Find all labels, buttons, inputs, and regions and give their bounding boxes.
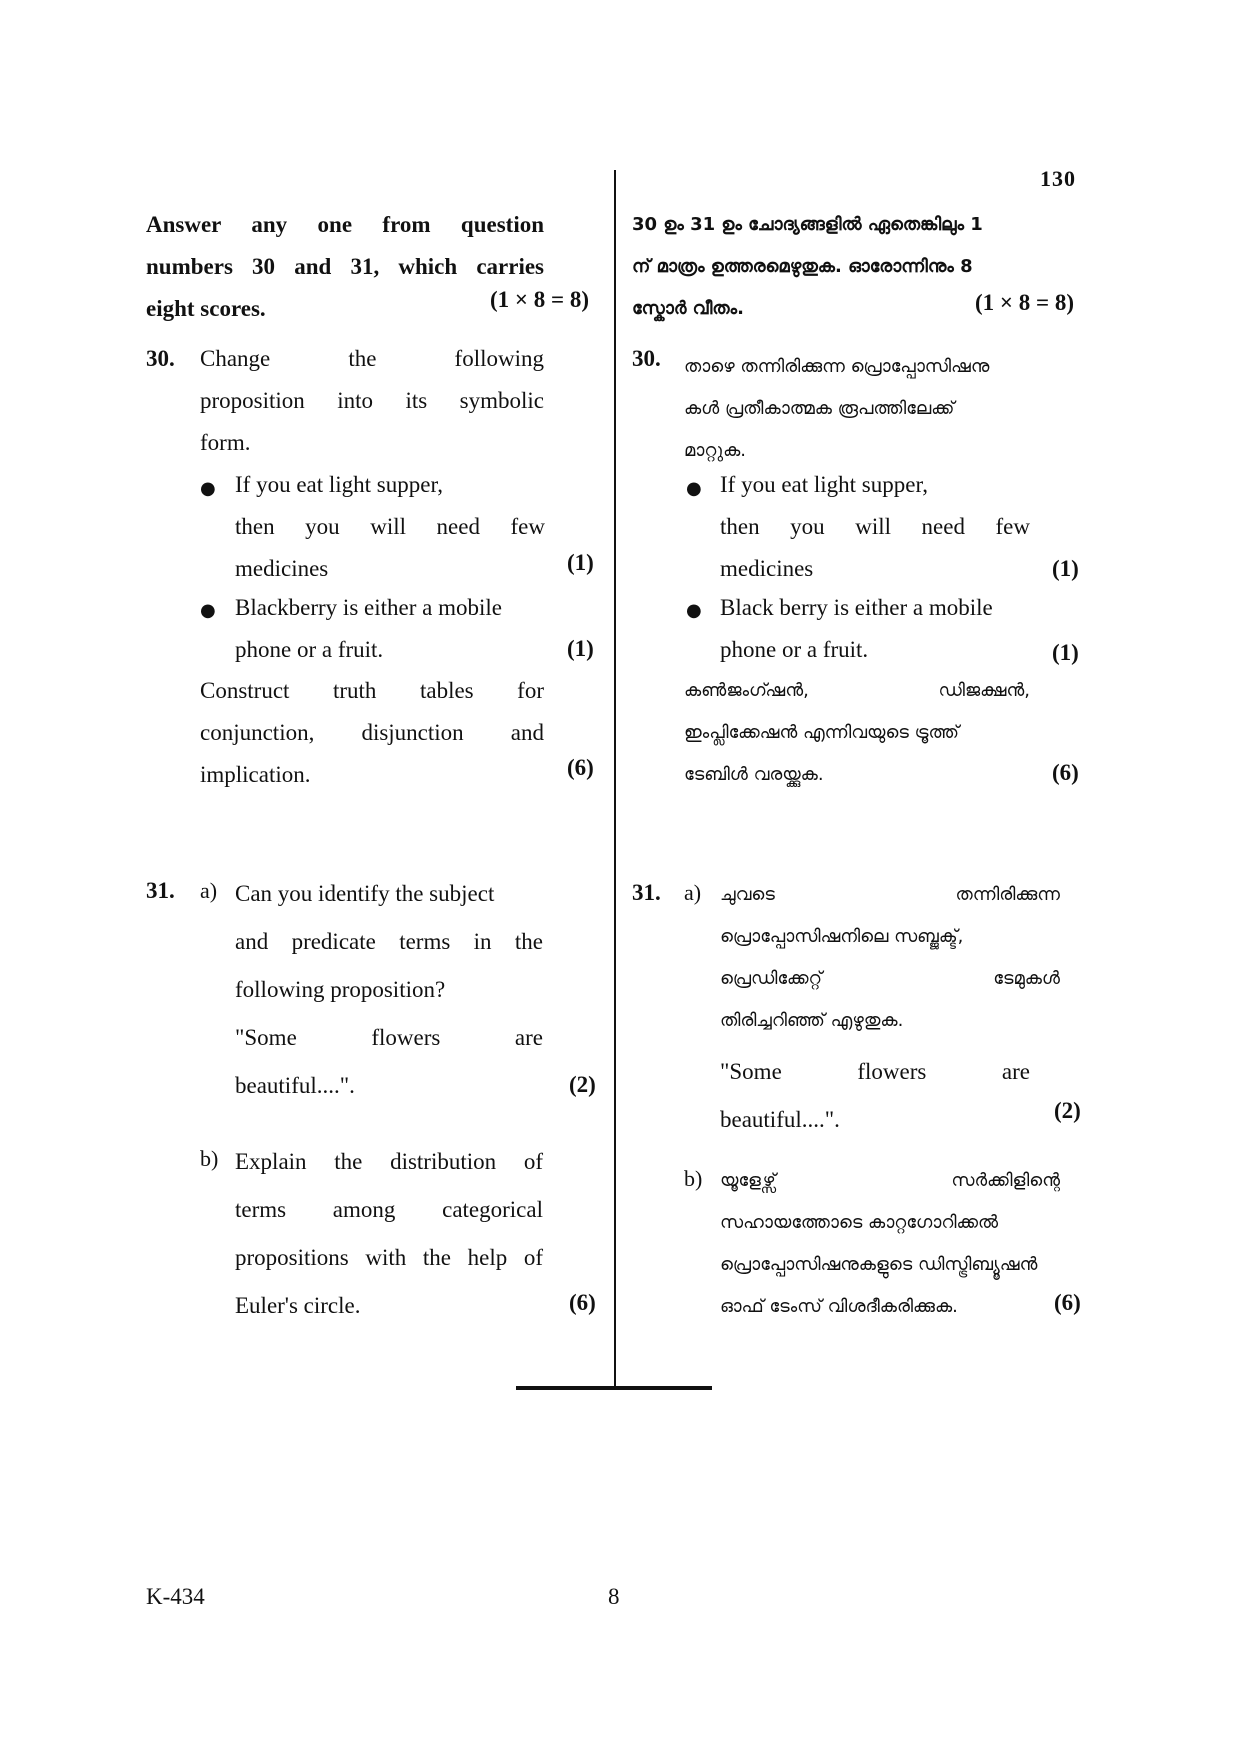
ml-construct-mark: (6) <box>1052 760 1079 785</box>
ml-bullet2-text: Black berry is either a mobile phone or a fruit. <box>720 595 993 662</box>
en-q30-text: Change the following proposition into its symbolic form. <box>200 346 544 455</box>
ml-q31-number: 31. <box>632 880 661 905</box>
page-code: 130 <box>1040 166 1076 191</box>
en-q31a-label: a) <box>200 878 218 903</box>
ml-q31a-text: ചുവടെ തന്നിരിക്കുന്ന പ്രൊപ്പോസിഷനിലെ സബ്ജക്ട്, പ്രെഡിക്കേറ്റ് ടേമുകൾ തിരിച്ചറിഞ്ഞ് എഴുതുക. <box>720 884 1060 1031</box>
en-bullet1-text: If you eat light supper, then you will need few medicines <box>235 472 545 581</box>
en-q31a-text: Can you identify the subject and predicate terms in the following proposition? "Some flowers are beautiful....". <box>235 881 543 1098</box>
ml-q30-number: 30. <box>632 346 661 371</box>
en-instructions: Answer any one from question numbers 30 and 31, which carries eight scores. <box>146 212 544 321</box>
ml-q31a-label: a) <box>684 880 702 905</box>
en-q31b-text: Explain the distribution of terms among categorical propositions with the help of Euler's circle. <box>235 1149 543 1318</box>
en-bullet2-text: Blackberry is either a mobile phone or a fruit. <box>235 595 502 662</box>
ml-bullet1-mark: (1) <box>1052 556 1079 581</box>
end-rule <box>516 1386 712 1390</box>
ml-bullet1-text: If you eat light supper, then you will need few medicines <box>720 472 1030 581</box>
ml-q31a-quote: "Some flowers are beautiful....". <box>720 1059 1030 1132</box>
en-q31b-label: b) <box>200 1146 219 1171</box>
en-bullet2-mark: (1) <box>567 636 594 661</box>
footer-page-number: 8 <box>608 1584 620 1609</box>
ml-q31b-label: b) <box>684 1166 703 1191</box>
ml-q31b-mark: (6) <box>1054 1290 1081 1315</box>
ml-score-formula: (1 × 8 = 8) <box>975 290 1075 315</box>
en-bullet-1: ● <box>200 478 216 499</box>
ml-construct-text: കൺജംഗ്ഷൻ, ഡിജക്ഷൻ, ഇംപ്ലിക്കേഷൻ എന്നിവയുടെ ട്രൂത്ത് ടേബിൾ വരയ്ക്കുക. <box>684 680 1030 785</box>
footer-code: K-434 <box>146 1584 205 1609</box>
en-bullet-2: ● <box>200 600 216 621</box>
ml-instructions: 30 ഉം 31 ഉം ചോദ്യങ്ങളിൽ ഏതെങ്കിലും 1 ന് മാത്രം ഉത്തരമെഴുതുക. ഓരോന്നിനും 8 സ്കോർ വീതം. <box>632 214 983 319</box>
en-q31a-mark: (2) <box>569 1072 596 1097</box>
en-construct-mark: (6) <box>567 755 594 780</box>
column-divider <box>614 170 616 1388</box>
ml-bullet-1: ● <box>686 478 702 499</box>
ml-q31b-text: യൂളേഴ്സ് സർക്കിളിന്റെ സഹായത്തോടെ കാറ്റഗോറിക്കൽ പ്രൊപ്പോസിഷനുകളുടെ ഡിസ്ട്രിബ്യൂഷൻ ഓഫ് ടേംസ് വിശദീകരിക്കുക. <box>720 1170 1060 1317</box>
en-construct-text: Construct truth tables for conjunction, disjunction and implication. <box>200 678 544 787</box>
ml-bullet2-mark: (1) <box>1052 640 1079 665</box>
en-q30-number: 30. <box>146 346 175 371</box>
ml-bullet-2: ● <box>686 600 702 621</box>
ml-q31a-mark: (2) <box>1054 1098 1081 1123</box>
en-score-formula: (1 × 8 = 8) <box>490 287 590 312</box>
en-q31b-mark: (6) <box>569 1290 596 1315</box>
en-bullet1-mark: (1) <box>567 550 594 575</box>
en-q31-number: 31. <box>146 878 175 903</box>
ml-q30-text: താഴെ തന്നിരിക്കുന്ന പ്രൊപ്പോസിഷനു കൾ പ്രതീകാത്മക രൂപത്തിലേക്ക് മാറ്റുക. <box>684 356 990 461</box>
